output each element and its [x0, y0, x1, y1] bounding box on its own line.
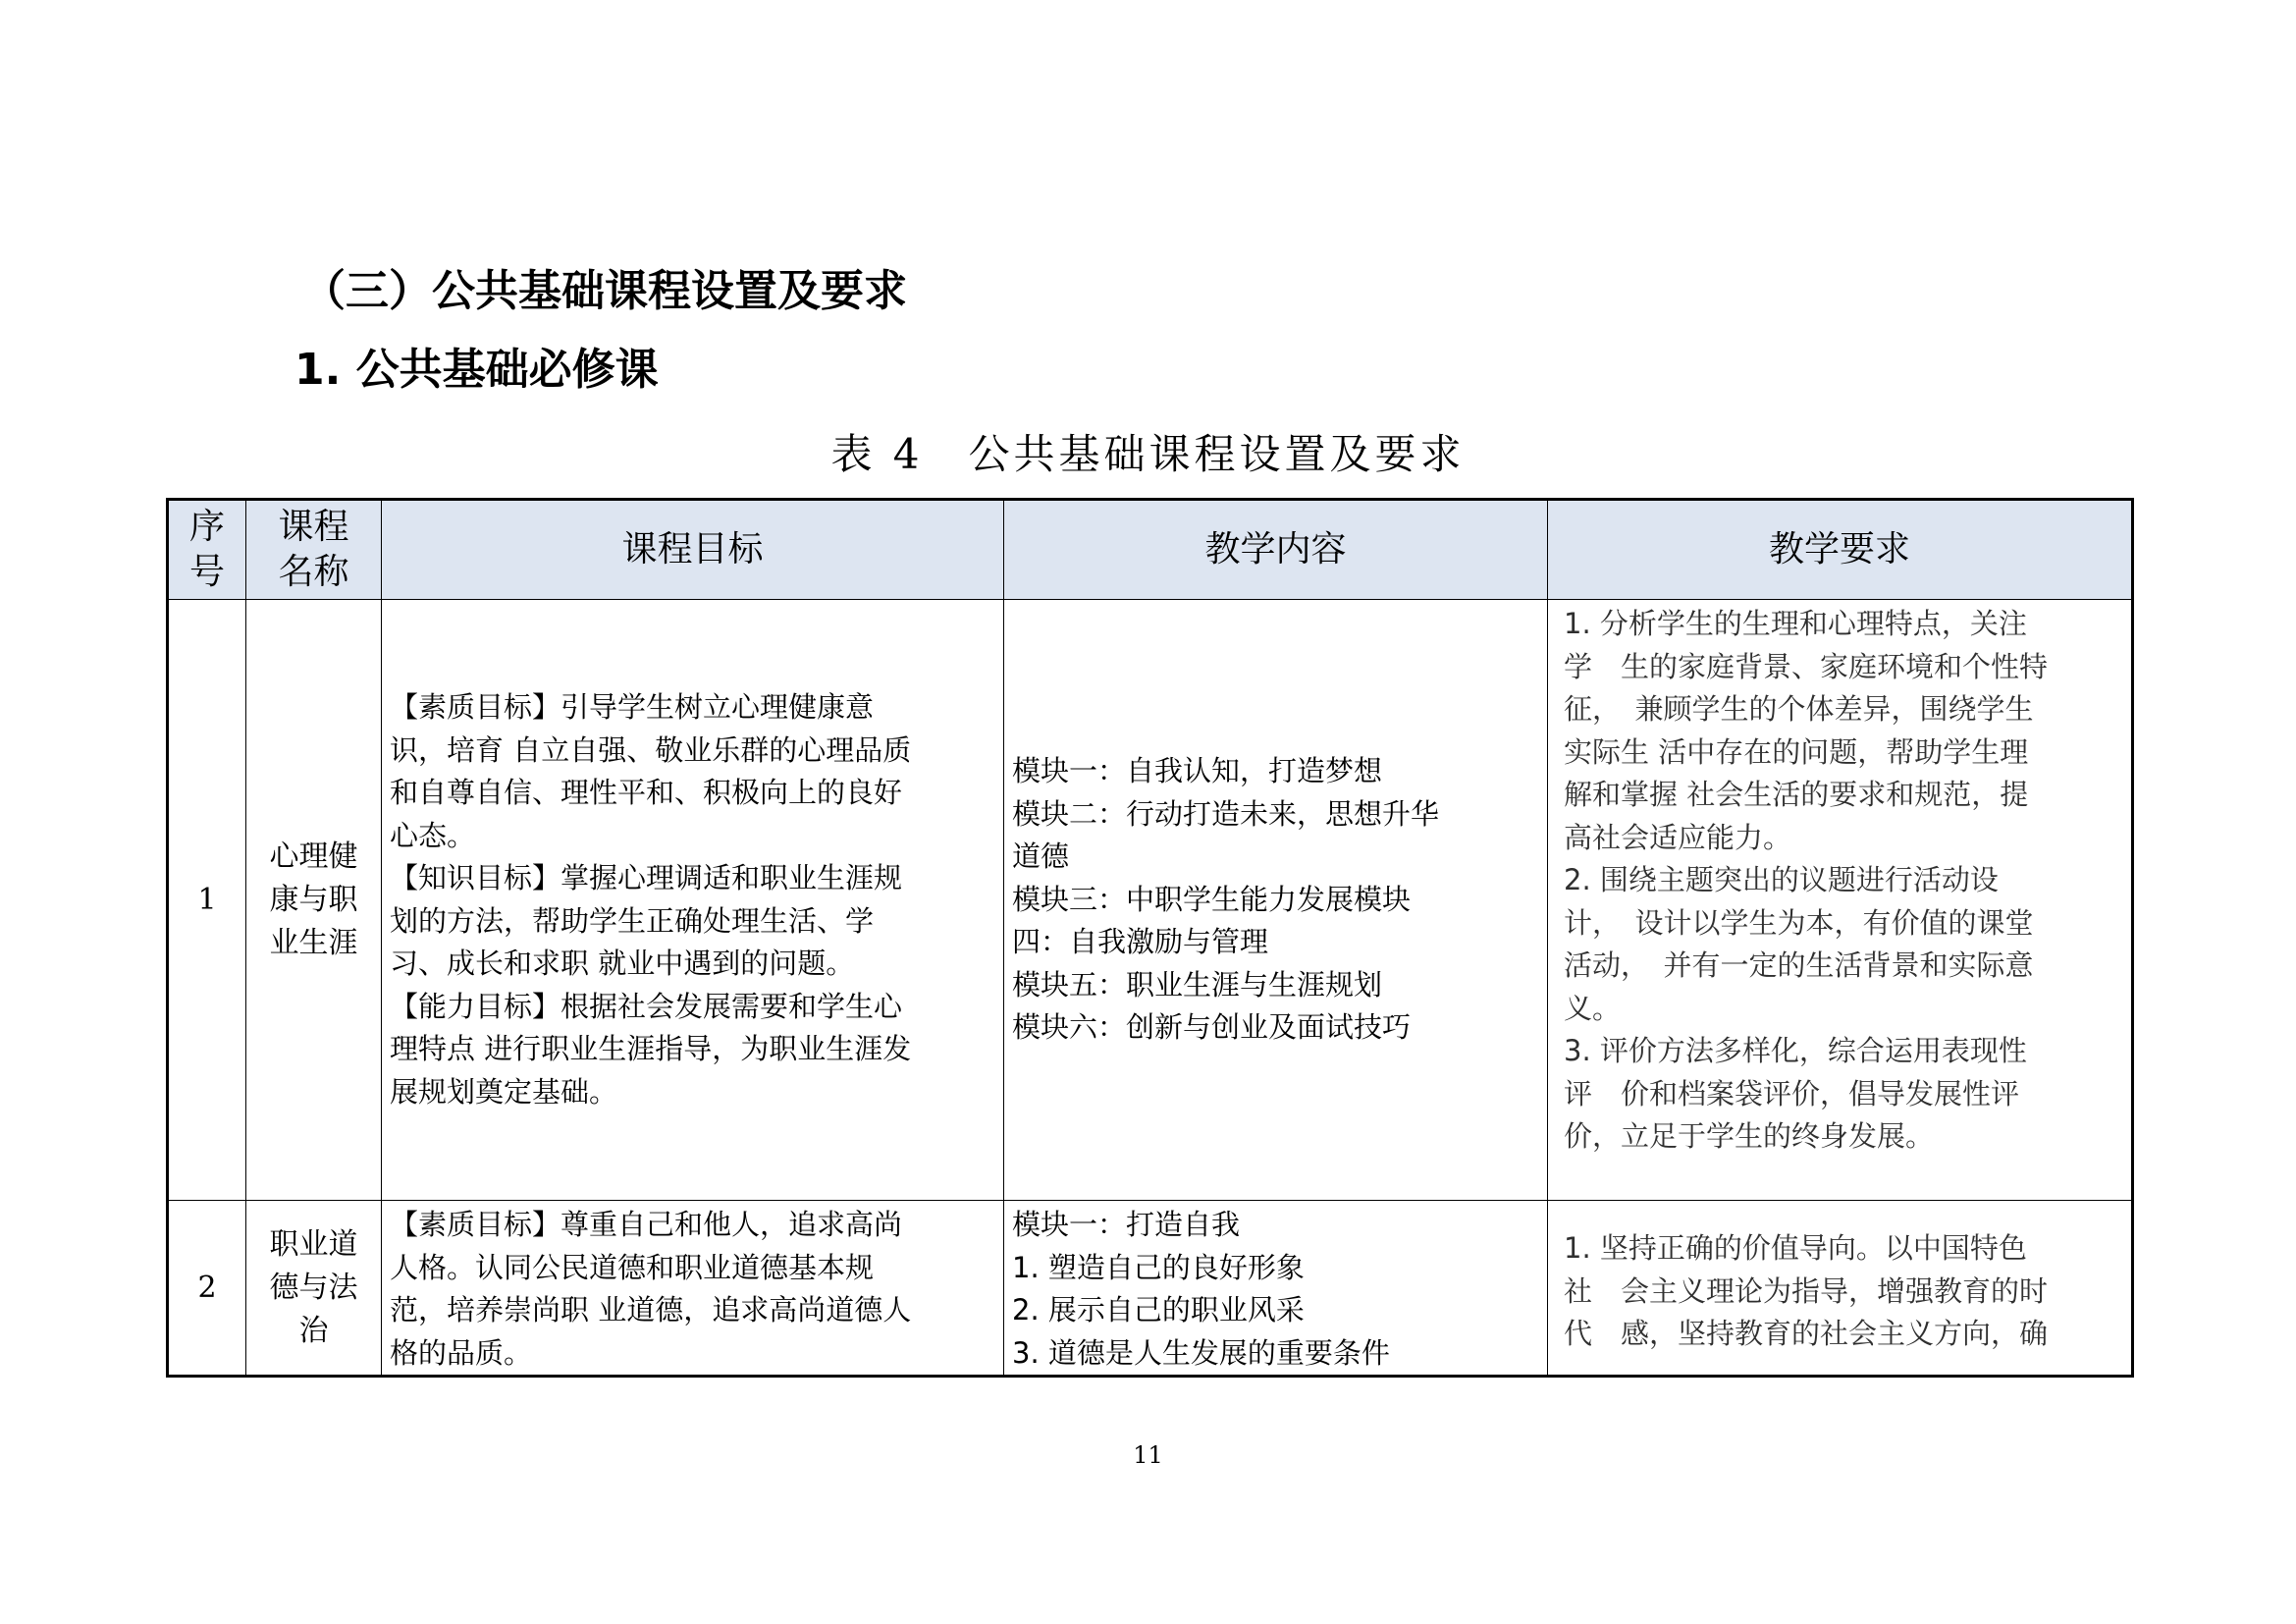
content-line: 模块五：职业生涯与生涯规划 — [1012, 967, 1383, 1001]
content-line: 1. 塑造自己的良好形象 — [1012, 1250, 1305, 1284]
course-content — [1004, 600, 1548, 1201]
requirement-line: 1. 分析学生的生理和心理特点，关注 — [1564, 607, 2027, 640]
goal-line: 理特点 进行职业生涯指导，为职业生涯发 — [390, 1032, 912, 1065]
goal-line: 识，培育 自立自强、敬业乐群的心理品质 — [390, 732, 912, 767]
course-name-line: 德与法 — [269, 1270, 358, 1305]
content-line: 3. 道德是人生发展的重要条件 — [1012, 1335, 1390, 1370]
header-goals: 课程目标 — [382, 500, 1004, 600]
course-name-line: 治 — [298, 1313, 329, 1348]
requirement-line: 社 会主义理论为指导，增强教育的时 — [1564, 1273, 2049, 1308]
table-header-row — [168, 500, 2133, 600]
course-goals — [382, 600, 1004, 1201]
goal-line: 心态。 — [390, 818, 476, 852]
course-name-line: 业生涯 — [269, 925, 358, 960]
requirement-line: 2. 围绕主题突出的议题进行活动设 — [1564, 863, 1999, 896]
content-line: 模块三：中职学生能力发展模块 — [1012, 882, 1412, 916]
goal-line: 习、成长和求职 就业中遇到的问题。 — [390, 947, 855, 980]
course-requirements — [1548, 600, 2133, 1201]
goal-line: 和自尊自信、理性平和、积极向上的良好 — [390, 776, 903, 809]
header-requirements: 教学要求 — [1548, 500, 2133, 600]
goal-line: 【素质目标】尊重自己和他人，追求高尚 — [390, 1208, 903, 1241]
table-row — [168, 1201, 2133, 1377]
content-line: 道德 — [1012, 839, 1070, 874]
requirement-line: 1. 坚持正确的价值导向。以中国特色 — [1564, 1231, 2027, 1265]
requirement-line: 活动， 并有一定的生活背景和实际意 — [1564, 948, 2034, 982]
header-name-line: 课程 — [278, 507, 349, 547]
course-name-line: 康与职 — [269, 882, 358, 917]
section-title: （三）公共基础课程设置及要求 — [302, 266, 907, 316]
course-content — [1004, 1201, 1548, 1377]
requirement-line: 代 感，坚持教育的社会主义方向，确 — [1564, 1317, 2049, 1350]
content-line: 四：自我激励与管理 — [1012, 925, 1269, 959]
goal-line: 划的方法，帮助学生正确处理生活、学 — [390, 903, 875, 938]
course-goals — [382, 1201, 1004, 1377]
course-name — [246, 600, 382, 1201]
header-content: 教学内容 — [1004, 500, 1548, 600]
requirement-line: 解和掌握 社会生活的要求和规范，提 — [1564, 778, 2029, 811]
content-line: 2. 展示自己的职业风采 — [1012, 1293, 1305, 1326]
course-name-line: 心理健 — [269, 839, 358, 874]
content-line: 模块一：打造自我 — [1012, 1208, 1241, 1241]
requirement-line: 学 生的家庭背景、家庭环境和个性特 — [1564, 649, 2049, 683]
header-num-line: 号 — [188, 552, 225, 592]
requirement-line: 征， 兼顾学生的个体差异，围绕学生 — [1564, 692, 2034, 726]
course-table — [166, 498, 2134, 1378]
table-caption: 表 4 公共基础课程设置及要求 — [830, 430, 1466, 478]
header-num-line: 序 — [188, 507, 225, 547]
goal-line: 【能力目标】根据社会发展需要和学生心 — [390, 989, 903, 1023]
requirement-line: 价，立足于学生的终身发展。 — [1564, 1119, 1935, 1153]
content-line: 模块一：自我认知，打造梦想 — [1012, 754, 1383, 788]
requirement-line: 义。 — [1564, 991, 1622, 1025]
goal-line: 展规划奠定基础。 — [390, 1074, 618, 1109]
row-number: 1 — [168, 600, 246, 1201]
content-line: 模块六：创新与创业及面试技巧 — [1012, 1010, 1412, 1045]
row-number: 2 — [168, 1201, 246, 1377]
header-name-line: 名称 — [278, 552, 349, 592]
requirement-line: 3. 评价方法多样化，综合运用表现性 — [1564, 1034, 2027, 1067]
course-requirements — [1548, 1201, 2133, 1377]
requirement-line: 实际生 活中存在的问题，帮助学生理 — [1564, 734, 2029, 769]
requirement-line: 评 价和档案袋评价，倡导发展性评 — [1564, 1076, 2020, 1110]
requirement-line: 高社会适应能力。 — [1564, 820, 1792, 854]
goal-line: 格的品质。 — [390, 1335, 533, 1370]
page-number: 11 — [1133, 1441, 1163, 1469]
goal-line: 人格。认同公民道德和职业道德基本规 — [390, 1250, 875, 1284]
goal-line: 【知识目标】掌握心理调适和职业生涯规 — [390, 861, 903, 894]
header-name — [246, 500, 382, 600]
course-name — [246, 1201, 382, 1377]
goal-line: 【素质目标】引导学生树立心理健康意 — [390, 690, 875, 724]
requirement-line: 计， 设计以学生为本，有价值的课堂 — [1564, 905, 2034, 940]
header-num — [168, 500, 246, 600]
table-row — [168, 600, 2133, 1201]
subsection-title: 1. 公共基础必修课 — [294, 345, 659, 395]
goal-line: 范，培养崇尚职 业道德，追求高尚道德人 — [390, 1293, 912, 1326]
course-name-line: 职业道 — [269, 1226, 358, 1262]
content-line: 模块二：行动打造未来，思想升华 — [1012, 796, 1440, 831]
